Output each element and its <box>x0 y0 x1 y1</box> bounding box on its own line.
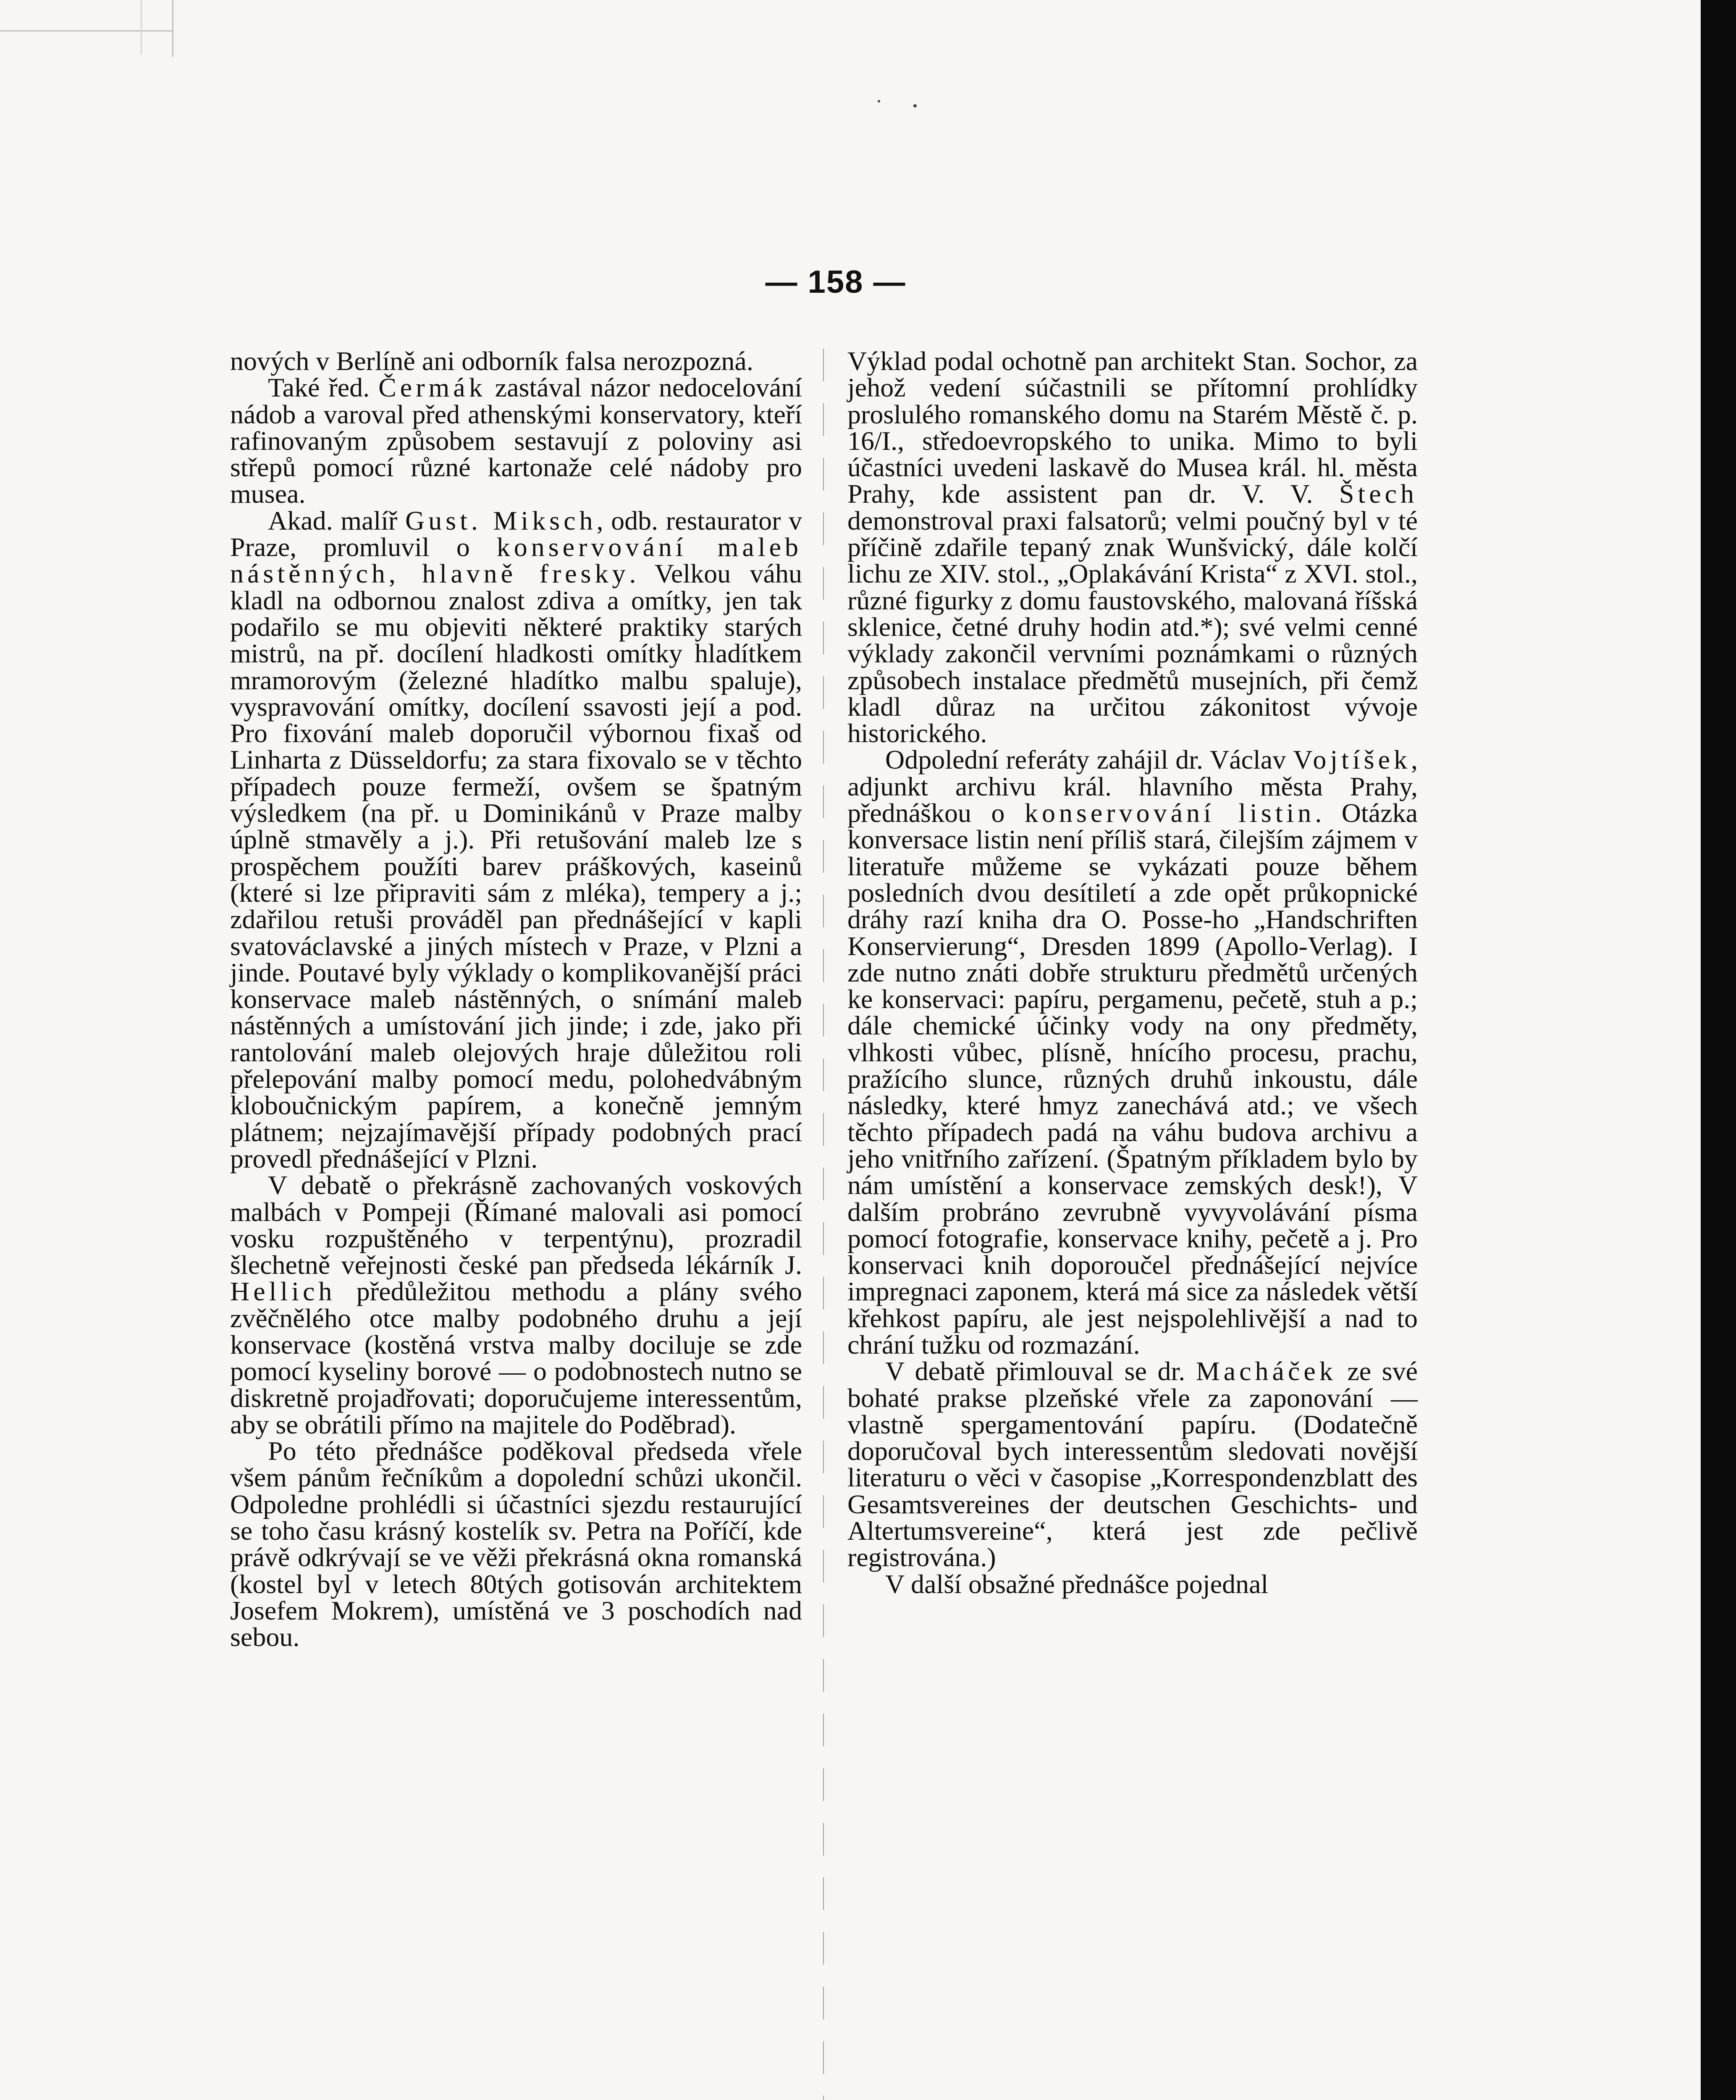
scan-speck <box>878 100 880 102</box>
page-number: — 158 — <box>765 264 906 300</box>
spaced-name: Hellich <box>230 1276 336 1307</box>
paragraph: Výklad podal ochotně pan architekt Stan. Sochor, za jehož vedení súčastnili se přítomní prohlídky proslulého romanského domu na Starém Městě č. p. 16/I., středoevropského to unika. Mimo to byli účastníci uvedeni laskavě do Musea král. hl. města Prahy, kde assistent pan dr. V. V. Štech demonstroval praxi falsatorů; velmi poučný byl v té příčině zdařile tepaný znak Wunšvický, dále kolčí lichu ze XIV. stol., „Oplakávání Krista“ z XVI. stol., různé figurky z domu faustovského, malovaná říšská sklenice, četné druhy hodin atd.*); své velmi cenné výklady zakončil vervními poznámkami o různých způsobech instalace předmětů musejních, při čemž kladl důraz na určitou zákonitost vývoje historického. <box>847 346 1418 748</box>
paragraph: nových v Berlíně ani odborník falsa nerozpozná. <box>230 346 753 376</box>
corner-registration-mark <box>0 30 172 32</box>
paragraph: Akad. malíř Gust. Miksch, odb. restaurator v Praze, promluvil o konservování maleb nástěnných, hlavně fresky. Velkou váhu kladl na odbornou znalost zdiva a omítky, jen tak podařilo se mu objeviti některé praktiky starých mistrů, na př. docílení hladkosti omítky hladítkem mramorovým (železné hladítko malbu spaluje), vyspravování omítky, docílení ssavosti její a pod. Pro fixování maleb doporučil výbornou fixaš od Linharta z Düsseldorfu; za stara fixovalo se v těchto případech pouze fermeží, ovšem se špatným výsledkem (na př. u Dominikánů v Praze malby úplně stmavěly a j.). Při retušování maleb lze s prospěchem použíti barev práškových, kaseinů (které si lze připraviti sám z mléka), tempery a j.; zdařilou retuši prováděl pan přednášející v kapli svatováclavské a jiných místech v Praze, v Plzni a jinde. Poutavé byly výklady o komplikovanější práci konservace maleb nástěnných, o snímání maleb nástěnných a umístování jich jinde; i zde, jako při rantolování maleb olejových hraje důležitou roli přelepování malby pomocí medu, polohedvábným kloboučnickým papírem, a konečně jemným plátnem; nejzajímavější případy podobných prací provedl přednášející v Plzni. <box>230 505 802 1173</box>
paragraph: V debatě o překrásně zachovaných voskových malbách v Pompeji (Římané malovali asi pomocí vosku rozpuštěného v terpentýnu), prozradil šlechetně veřejnosti české pan předseda lékárník J. Hellich předůležitou methodu a plány svého zvěčnělého otce malby podobného druhu a její konservace (kostěná vrstva malby dociluje se zde pomocí kyseliny borové — o podobnostech nutno se diskretně projadřovati; doporučujeme interessentům, aby se obrátili přímo na majitele do Poděbrad). <box>230 1170 802 1439</box>
paragraph: V debatě přimlouval se dr. Macháček ze své bohaté prakse plzeňské vřele za zaponování — vlastně spergamentování papíru. (Dodatečně doporučoval bych interessentům sledovati novější literaturu o věci v časopise „Korrespondenzblatt des Gesamtsvereines der deutschen Geschichts- und Altertumsvereine“, která jest zde pečlivě registrována.) <box>847 1356 1418 1572</box>
scan-dark-edge <box>1701 0 1736 2100</box>
spaced-name: Macháček <box>1196 1356 1337 1386</box>
left-text-column <box>230 348 802 1651</box>
paragraph: Odpolední referáty zahájil dr. Václav Vojtíšek, adjunkt archivu král. hlavního města Prahy, přednáškou o konservování listin. Otázka konversace listin není příliš stará, čilejším zájmem v literatuře můžeme se vykázati pouze během posledních dvou desítiletí a zde opět průkopnické dráhy razí kniha dra O. Posse-ho „Handschriften Konservierung“, Dresden 1899 (Apollo-Verlag). I zde nutno znáti dobře strukturu předmětů určených ke konservaci: papíru, pergamenu, pečetě, stuh a p.; dále chemické účinky vody na ony předměty, vlhkosti vůbec, plísně, hnícího procesu, prachu, pražícího slunce, různých druhů inkoustu, dále následky, které hmyz zanechává atd.; ve všech těchto případech padá na váhu budova archivu a jeho vnitřního zařízení. (Špatným příkladem bylo by nám umístění a konservace zemských desk!), V dalším probráno zevrubně vyvyvolávání písma pomocí fotografie, konservace knihy, pečetě a j. Pro konservaci knih doporoučel přednášející nejvíce impregnaci zaponem, která má sice za následek větší křehkost papíru, ale jest nejspolehlivější a nad to chrání tužku od rozmazání. <box>847 745 1418 1360</box>
spaced-name: Vojtíšek <box>1293 745 1411 775</box>
right-text-column <box>847 348 1418 1597</box>
corner-registration-mark-vertical <box>172 0 173 57</box>
corner-registration-mark-vertical-faint <box>141 0 142 55</box>
column-divider <box>823 349 824 2100</box>
spaced-name: Čermák <box>378 373 486 403</box>
spaced-topic: konservování maleb nástěnných, hlavně fresky <box>230 532 802 589</box>
paragraph: Po této přednášce poděkoval předseda vřele všem pánům řečníkům a dopolední schůzi ukončil. Odpoledne prohlédli si účastníci sjezdu restaurující se toho času krásný kostelík sv. Petra na Poříčí, kde právě odkrývají se ve věži překrásná okna romanská (kostel byl v letech 80tých gotisován architektem Josefem Mokrem), umístěná ve 3 poschodích nad sebou. <box>230 1436 802 1652</box>
paragraph: Také řed. Čermák zastával názor nedocelování nádob a varoval před athenskými konservatory, kteří rafinovaným způsobem sestavují z poloviny asi střepů pomocí různé kartonaže celé nádoby pro musea. <box>230 373 802 509</box>
paragraph: V další obsažné přednášce pojednal <box>885 1569 1269 1599</box>
spaced-topic: konservování listin <box>1024 798 1315 828</box>
spaced-name: Štech <box>1339 479 1418 509</box>
scan-speck <box>913 104 917 108</box>
spaced-name: Gust. Miksch <box>405 505 597 536</box>
